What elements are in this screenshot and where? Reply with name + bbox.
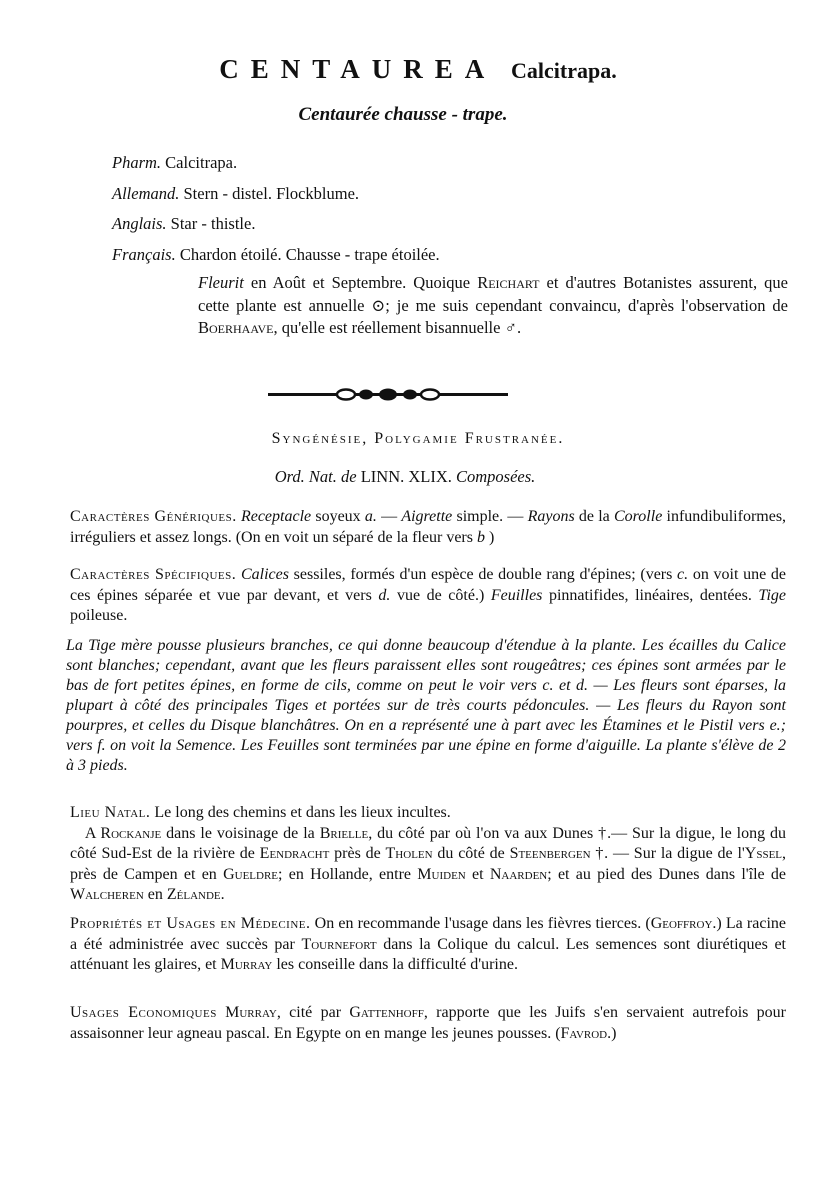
section-heading: Caractères Spécifiques. <box>70 566 237 583</box>
ornamental-divider <box>268 382 508 408</box>
specific-characters: Caractères Spécifiques. Calices sessiles, formés d'un espèce de double rang d'épines; (vers c. on voit une de ces épines séparée et vue par devant, et vers d. vue de côté.) Feuilles pinnatifides, linéaires, dentées. Tige poileuse. <box>70 566 786 624</box>
flowering-note: Fleurit en Août et Septembre. Quoique Reichart et d'autres Botanistes assurent, que cette plante est annuelle ⊙; je me suis cependant convaincu, d'après l'observation de Boerhaave, qu'elle est réellement bisannuelle ♂. <box>198 273 788 337</box>
vernacular-name: Calcitrapa. <box>165 153 238 172</box>
section-heading: Lieu Natal. <box>70 804 151 821</box>
vernacular-name-row <box>112 148 440 179</box>
natural-order: Ord. Nat. de LINN. XLIX. Composées. <box>274 467 536 486</box>
language-label: Allemand. <box>112 183 180 203</box>
section-heading: Propriétés et Usages en Médecine. <box>70 915 311 932</box>
language-label: Français. <box>112 244 176 264</box>
vernacular-name-row <box>112 179 440 210</box>
species-name: Calcitrapa. <box>511 58 617 83</box>
vernacular-names-list <box>112 148 440 270</box>
language-label: Anglais. <box>112 214 167 233</box>
genus-name: CENTAUREA <box>219 54 497 84</box>
section-heading: Usages Economiques <box>70 1004 217 1021</box>
generic-characters: Caractères Génériques. Receptacle soyeux a. — Aigrette simple. — Rayons de la Corolle infundibuliformes, irréguliers et assez longs. (On en voit un séparé de la fleur vers b ) <box>70 508 787 546</box>
vernacular-name-row <box>112 240 440 271</box>
language-label: Pharm. <box>112 153 162 172</box>
habitat-section: Lieu Natal. Le long des chemins et dans les lieux incultes. A Rockanje dans le voisinage de la Brielle, du côté par où l'on va aux Dunes †.— Sur la digue, le long du côté Sud-Est de la rivière de Eendracht près de Tholen du côté de Steenbergen †. — Sur la digue de l'Yssel, près de Campen et en Gueldre; en Hollande, entre Muiden et Naarden; et au pied des Dunes dans l'île de Walcheren en Zélande. <box>70 804 787 903</box>
economic-uses-section: Usages Economiques Murray, cité par Gattenhoff, rapporte que les Juifs s'en servaient autrefois pour assaisonner leur agneau pascal. En Egypte on en mange les jeunes pousses. (Favrod.) <box>70 1004 787 1042</box>
plant-description: La Tige mère pousse plusieurs branches, ce qui donne beaucoup d'étendue à la plante. Les écailles du Calice sont blanches; cependant, avant que les fleurs paraissent elles sont rougeâtres; ces épines sont armées par le bas de fort petites épines, en forme de cils, comme on peut le voir vers c. et d. — Les fleurs sont éparses, la plupart à côté des principales Tiges et portées sur de très courts pédoncules. — Les fleurs du Rayon sont pourpres, et celles du Disque blanchâtres. On en a représenté une à part avec les Étamines et le Pistil vers e.; vers f. on voit la Semence. Les Feuilles sont terminées par une épine en forme d'aiguille. La plante s'élève de 2 à 3 pieds. <box>66 637 786 774</box>
vernacular-name: Stern - distel. Flockblume. <box>183 183 360 203</box>
linnaean-class: Syngénésie, Polygamie Frustranée. <box>271 430 565 447</box>
section-heading: Caractères Génériques. <box>70 508 237 525</box>
french-common-name: Centaurée chausse - trape. <box>298 104 508 125</box>
vernacular-name-row <box>112 209 440 240</box>
vernacular-name: Star - thistle. <box>170 214 256 233</box>
page-title <box>0 54 836 85</box>
vernacular-name: Chardon étoilé. Chausse - trape étoilée. <box>179 244 440 264</box>
medical-uses-section: Propriétés et Usages en Médecine. On en recommande l'usage dans les fièvres tierces. (Geoffroy.) La racine a été administrée avec succès par Tournefort dans la Colique du calcul. Les semences sont diurétiques et atténuant les glaires, et Murray les conseille dans la difficulté d'urine. <box>70 915 787 973</box>
